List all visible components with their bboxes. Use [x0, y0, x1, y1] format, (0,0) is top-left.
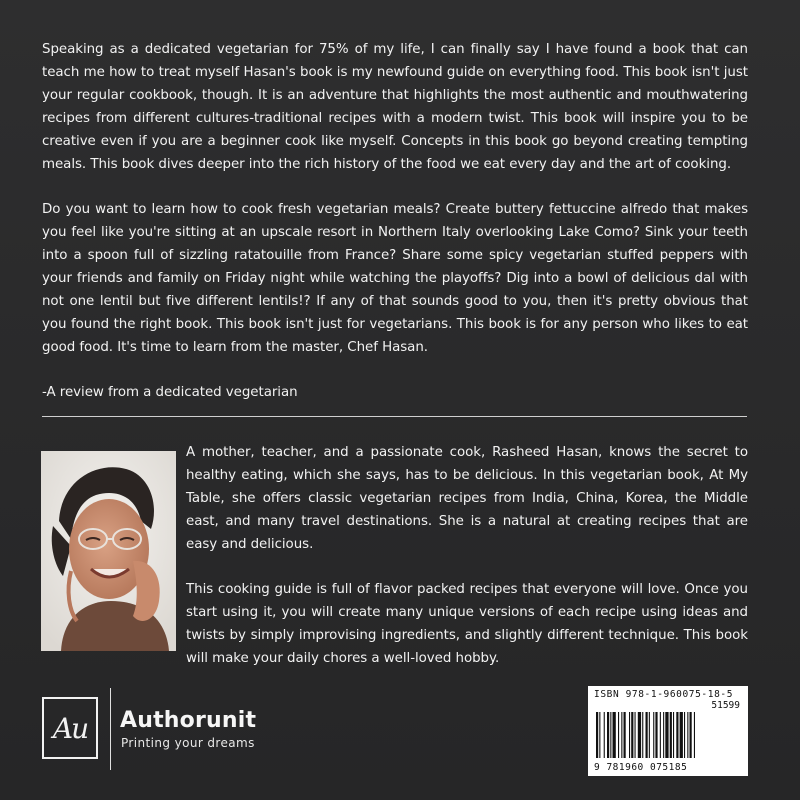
barcode-bar [631, 712, 633, 758]
barcode-bar [621, 712, 622, 758]
barcode-bar [624, 712, 626, 758]
barcode-bar [665, 712, 668, 758]
barcode-bar [676, 712, 678, 758]
barcode-bar [655, 712, 657, 758]
barcode-bar [649, 712, 650, 758]
barcode-bar [670, 712, 672, 758]
publisher-logo-mark: Au [52, 711, 88, 745]
barcode-bar [607, 712, 609, 758]
review-paragraph-2: Do you want to learn how to cook fresh vegetarian meals? Create buttery fettuccine alfredo that makes you feel like you're sitting at an upscale resort in Northern Italy overlooking Lake Como? Sink your teeth into a spoon full of sizzling ratatouille from France? Share some spicy vegetarian stuffed peppers with your friends and family on Friday night while watching the playoffs? Dig into a bowl of delicious dal with not one lentil but five different lentils!? If any of that sounds good to you, then it's pretty obvious that you found the right book. This book isn't just for vegetarians. This book is for any person who likes to eat good food. It's time to learn from the master, Chef Hasan. [42, 202, 748, 355]
barcode-bar [646, 712, 648, 758]
barcode-bar [663, 712, 664, 758]
barcode-bar [684, 712, 685, 758]
barcode-bar [638, 712, 641, 758]
isbn-text: ISBN 978-1-960075-18-5 [594, 689, 734, 700]
review-paragraph-1: Speaking as a dedicated vegetarian for 75% of my life, I can finally say I have found a book that can teach me how to treat myself Hasan's book is my newfound guide on everything food. This book isn't just your regular cookbook, though. It is an adventure that highlights the most authentic and mouthwatering recipes from different cultures-traditional recipes with a modern twist. This book will inspire you to be creative even if you are a beginner cook like myself. Concepts in this book go beyond creating tempting meals. This book dives deeper into the rich history of the food we eat every day and the art of cooking. [42, 42, 748, 172]
barcode-bar [596, 712, 598, 758]
barcode-bar [653, 712, 654, 758]
barcode-bar [642, 712, 643, 758]
barcode-bar [599, 712, 600, 758]
barcode-bar [613, 712, 616, 758]
bio-paragraph-1: A mother, teacher, and a passionate cook, Rasheed Hasan, knows the secret to healthy eating, which she says, has to be delicious. In this vegetarian book, At My Table, she offers classic vegetarian recipes from India, China, Korea, the Middle east, and many travel destinations. She is a natural at creating recipes that are easy and delicious. [186, 445, 748, 552]
author-photo [41, 451, 176, 651]
publisher-name: Authorunit [120, 708, 257, 733]
price-code: 51599 [711, 700, 740, 711]
barcode-bar [604, 712, 605, 758]
barcode-bar [673, 712, 674, 758]
review-signature: -A review from a dedicated vegetarian [42, 385, 298, 400]
barcode-bar [629, 712, 630, 758]
isbn-barcode [588, 686, 748, 776]
barcode-bar [610, 712, 611, 758]
logo-divider [110, 688, 111, 770]
author-bio [186, 441, 748, 692]
barcode-bar [635, 712, 636, 758]
review-section [42, 38, 748, 426]
barcode-bar [687, 712, 688, 758]
barcode-bar [690, 712, 692, 758]
ean-digits: 9 781960 075185 [594, 762, 688, 773]
section-divider [42, 416, 747, 417]
bio-paragraph-2: This cooking guide is full of flavor packed recipes that everyone will love. Once you start using it, you will create many unique versions of each recipe using ideas and twists by simply improvising ingredients, and slightly different technique. This book will make your daily chores a well-loved hobby. [186, 582, 748, 666]
barcode-bar [680, 712, 683, 758]
barcode-bar [660, 712, 661, 758]
barcode-bars [596, 712, 740, 758]
publisher-logo [42, 697, 98, 759]
barcode-bar [694, 712, 695, 758]
publisher-tagline: Printing your dreams [121, 736, 255, 750]
barcode-bar [618, 712, 619, 758]
